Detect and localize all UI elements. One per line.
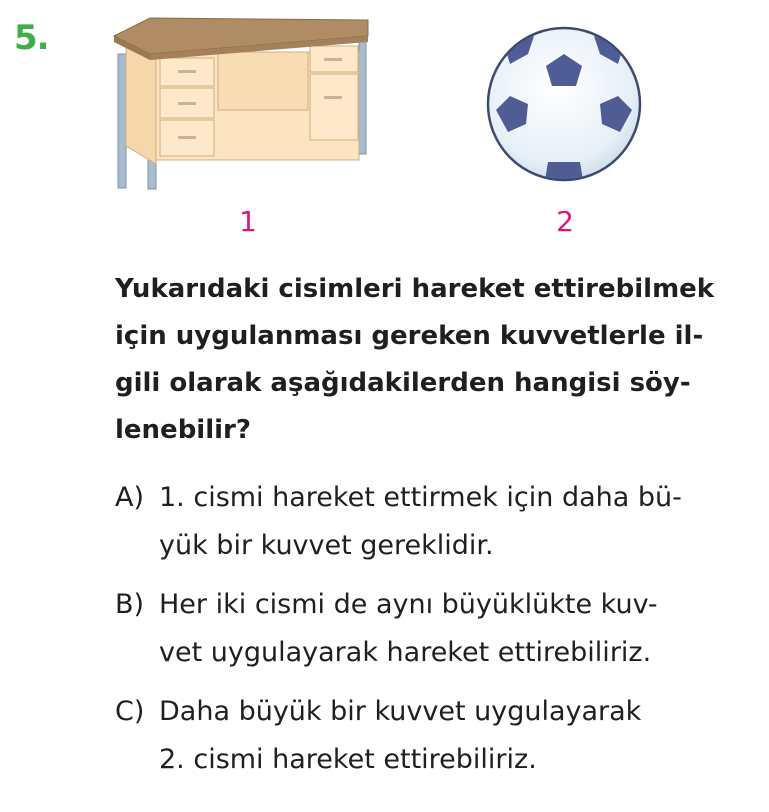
figure-label-2: 2 — [556, 205, 574, 238]
figure-label-1: 1 — [239, 205, 257, 238]
option-a[interactable] — [115, 474, 715, 570]
question-line: lenebilir? — [115, 415, 251, 445]
option-letter: C) — [115, 696, 145, 727]
option-text: vet uygulayarak hareket ettirebiliriz. — [159, 637, 652, 668]
soccer-ball-icon — [484, 24, 644, 184]
option-b[interactable] — [115, 581, 715, 677]
option-letter: A) — [115, 482, 145, 513]
question-number: 5. — [14, 18, 49, 58]
question-line: için uygulanması gereken kuvvetlerle il- — [115, 321, 704, 351]
option-text: 1. cismi hareket ettirmek için daha bü- — [159, 482, 682, 513]
option-text: Daha büyük bir kuvvet uygulayarak — [159, 696, 642, 727]
question-line: gili olarak aşağıdakilerden hangisi söy- — [115, 368, 691, 398]
option-text: Her iki cismi de aynı büyüklükte kuv- — [159, 589, 658, 620]
option-text: yük bir kuvvet gereklidir. — [159, 530, 494, 561]
desk-icon — [110, 14, 372, 192]
question-stem — [115, 266, 715, 454]
option-letter: B) — [115, 589, 145, 620]
option-c[interactable] — [115, 688, 715, 784]
option-text: 2. cismi hareket ettirebiliriz. — [159, 744, 537, 775]
question-line: Yukarıdaki cisimleri hareket ettirebilmek — [115, 274, 715, 304]
